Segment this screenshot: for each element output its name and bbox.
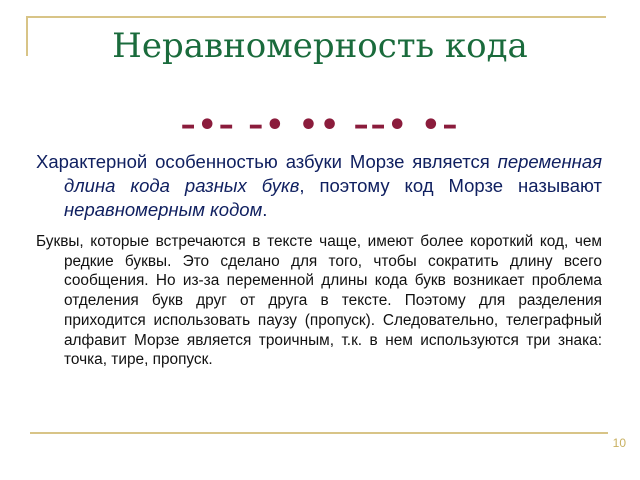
paragraph-definition [36,150,602,222]
paragraph-text-part3: . [262,199,268,220]
frame-top-line [26,16,606,18]
slide-title: Неравномерность кода [112,26,528,66]
paragraph-text-part2: , поэтому код Морзе называют [299,175,602,196]
paragraph-text-part1: Характерной особенностью азбуки Морзе является [36,151,498,172]
paragraph-explanation: Буквы, которые встречаются в тексте чаще, имеют более короткий код, чем редкие буквы. Это сделано для того, чтобы сократить длину всего сообщения. Но из-за переменной длины кода букв возникает проблема отделения букв друг от друга в тексте. Поэтому для разделения приходится использовать паузу (пропуск). Следовательно, телеграфный алфавит Морзе является троичным, т.к. в нем используются три знака: точка, тире, пропуск. [36,233,602,369]
frame-bottom-line [30,432,608,434]
emphasis-variable-length: переменная длина кода разных букв [64,151,602,196]
emphasis-uneven-code: неравномерным кодом [64,199,263,220]
morse-code: –•– –• •• ––• •– [180,108,460,143]
page-number: 10 [612,436,626,450]
